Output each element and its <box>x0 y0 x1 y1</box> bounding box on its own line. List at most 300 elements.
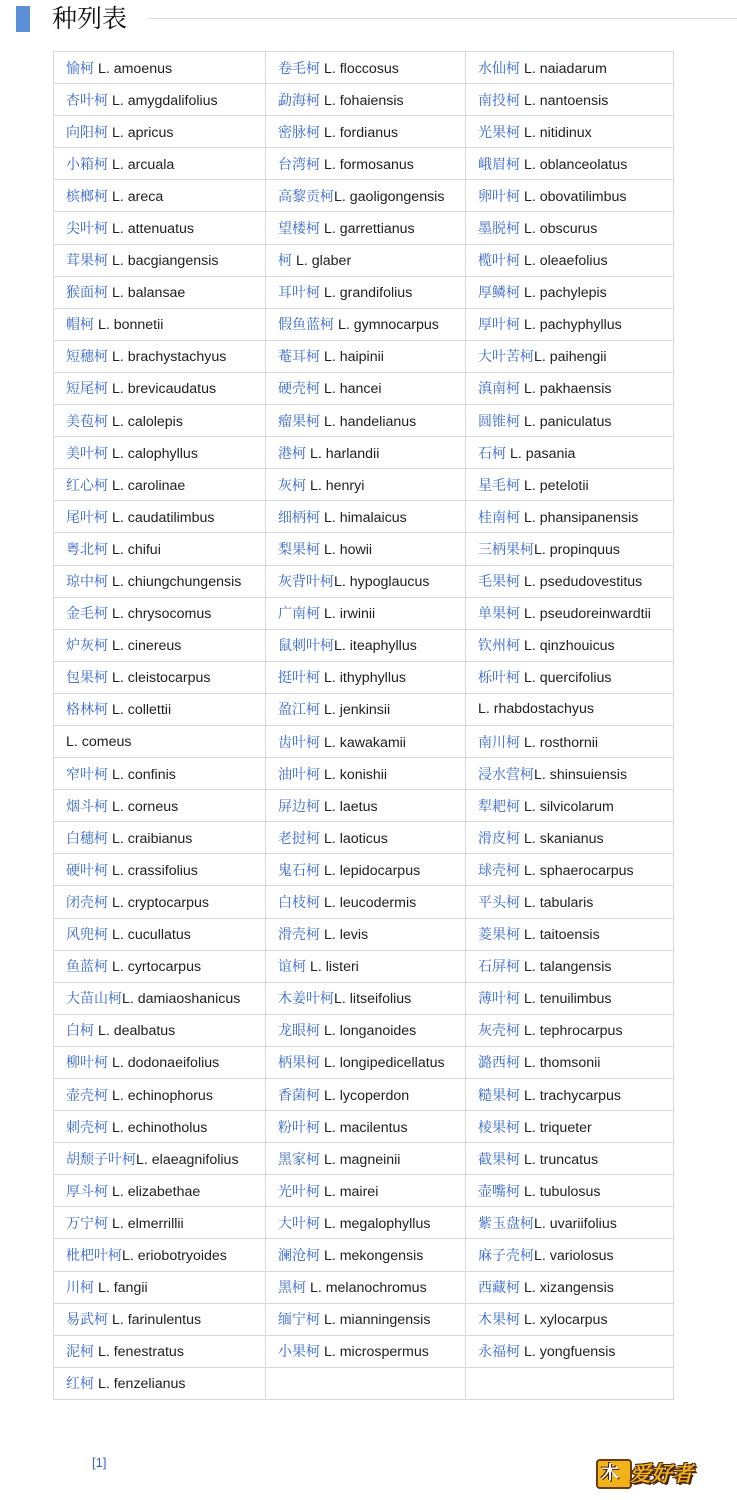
species-chinese-name-link[interactable]: 鬼石柯 <box>278 862 320 879</box>
species-chinese-name-link[interactable]: 向阳柯 <box>66 124 108 141</box>
table-row <box>54 469 674 501</box>
section-header <box>0 0 737 40</box>
species-cell <box>266 1079 466 1111</box>
species-cell <box>54 822 266 854</box>
species-chinese-name-link[interactable]: 南投柯 <box>478 92 520 109</box>
species-chinese-name-link[interactable]: 香菌柯 <box>278 1087 320 1104</box>
species-latin-name: L. konishii <box>323 766 388 783</box>
species-chinese-name-link[interactable]: 短尾柯 <box>66 381 108 398</box>
species-latin-name: L. elmerrillii <box>111 1215 184 1232</box>
species-latin-name: L. fordianus <box>323 124 399 141</box>
species-chinese-name-link[interactable]: 龙眼柯 <box>278 1023 320 1040</box>
species-cell <box>54 565 266 597</box>
table-row <box>54 1303 674 1335</box>
species-cell <box>54 405 266 437</box>
species-chinese-name-link[interactable]: 格林柯 <box>66 702 108 719</box>
species-chinese-name-link[interactable]: 齿叶柯 <box>278 734 320 751</box>
species-chinese-name-link[interactable]: 港柯 <box>278 445 306 462</box>
species-chinese-name-link[interactable]: 耳叶柯 <box>278 285 320 302</box>
species-cell <box>466 854 674 886</box>
species-cell <box>54 597 266 629</box>
species-cell <box>54 469 266 501</box>
species-latin-name: L. paihengii <box>534 349 607 366</box>
section-accent-bar <box>16 6 30 32</box>
species-chinese-name-link[interactable]: 白柯 <box>66 1023 94 1040</box>
species-chinese-name-link[interactable]: 厚叶柯 <box>478 317 520 334</box>
species-latin-name: L. litseifolius <box>334 991 412 1008</box>
species-chinese-name-link[interactable]: 包果柯 <box>66 670 108 687</box>
species-latin-name: L. microspermus <box>323 1344 429 1361</box>
species-cell <box>466 661 674 693</box>
species-cell <box>266 758 466 790</box>
species-latin-name: L. listeri <box>309 959 359 976</box>
species-chinese-name-link[interactable]: 壶嘴柯 <box>478 1183 520 1200</box>
species-cell <box>54 918 266 950</box>
species-latin-name: L. bonnetii <box>97 317 164 334</box>
species-chinese-name-link[interactable]: 单果柯 <box>478 606 520 623</box>
species-latin-name: L. harlandii <box>309 445 380 462</box>
species-latin-name: L. lycoperdon <box>323 1087 410 1104</box>
species-chinese-name-link[interactable]: 油叶柯 <box>278 766 320 783</box>
species-latin-name: L. garrettianus <box>323 221 415 238</box>
species-chinese-name-link[interactable]: 光叶柯 <box>278 1183 320 1200</box>
species-latin-name: L. oblanceolatus <box>523 156 628 173</box>
species-latin-name: L. farinulentus <box>111 1312 202 1329</box>
species-latin-name: L. cyrtocarpus <box>111 959 202 976</box>
species-chinese-name-link[interactable]: 栎叶柯 <box>478 670 520 687</box>
species-cell <box>54 1271 266 1303</box>
species-chinese-name-link[interactable]: 柳叶柯 <box>66 1055 108 1072</box>
table-row <box>54 308 674 340</box>
species-latin-name: L. taitoensis <box>523 927 600 944</box>
species-chinese-name-link[interactable]: 美叶柯 <box>66 445 108 462</box>
species-latin-name: L. formosanus <box>323 156 414 173</box>
species-cell <box>266 1367 466 1399</box>
table-row <box>54 340 674 372</box>
species-latin-name: L. haipinii <box>323 349 384 366</box>
species-cell <box>266 790 466 822</box>
species-cell <box>54 276 266 308</box>
species-latin-name: L. amoenus <box>97 60 173 77</box>
species-latin-name: L. dodonaeifolius <box>111 1055 220 1072</box>
species-chinese-name-link[interactable]: 泥柯 <box>66 1344 94 1361</box>
species-latin-name: L. phansipanensis <box>523 509 639 526</box>
species-cell <box>54 1239 266 1271</box>
species-cell <box>266 116 466 148</box>
species-cell <box>54 629 266 661</box>
table-row <box>54 982 674 1014</box>
species-chinese-name-link[interactable]: 鼠刺叶柯 <box>278 638 334 655</box>
species-cell <box>54 212 266 244</box>
species-latin-name: L. rosthornii <box>523 734 599 751</box>
species-cell <box>54 148 266 180</box>
species-chinese-name-link[interactable]: 金毛柯 <box>66 606 108 623</box>
species-latin-name: L. chiungchungensis <box>111 574 242 591</box>
species-cell <box>54 661 266 693</box>
species-chinese-name-link[interactable]: 永福柯 <box>478 1344 520 1361</box>
species-cell <box>54 244 266 276</box>
species-cell <box>54 501 266 533</box>
species-cell <box>266 725 466 757</box>
table-row <box>54 372 674 404</box>
species-chinese-name-link[interactable]: 红柯 <box>66 1376 94 1393</box>
species-chinese-name-link[interactable]: 潞西柯 <box>478 1055 520 1072</box>
table-row <box>54 212 674 244</box>
species-chinese-name-link[interactable]: 缅宁柯 <box>278 1312 320 1329</box>
species-chinese-name-link[interactable]: 灰背叶柯 <box>278 574 334 591</box>
species-chinese-name-link[interactable]: 毛果柯 <box>478 574 520 591</box>
species-chinese-name-link[interactable]: 硬叶柯 <box>66 862 108 879</box>
species-cell <box>54 1111 266 1143</box>
species-chinese-name-link[interactable]: 易武柯 <box>66 1312 108 1329</box>
table-row <box>54 84 674 116</box>
table-row <box>54 565 674 597</box>
species-chinese-name-link[interactable]: 三柄果柯 <box>478 541 534 558</box>
species-chinese-name-link[interactable]: 小箱柯 <box>66 156 108 173</box>
species-chinese-name-link[interactable]: 短穗柯 <box>66 349 108 366</box>
species-latin-name: L. attenuatus <box>111 221 194 238</box>
species-latin-name: L. gymnocarpus <box>337 317 439 334</box>
species-cell <box>266 180 466 212</box>
species-chinese-name-link[interactable]: 星毛柯 <box>478 477 520 494</box>
reference-link[interactable]: [1] <box>92 1455 107 1470</box>
species-chinese-name-link[interactable]: 卷毛柯 <box>278 60 320 77</box>
table-row <box>54 276 674 308</box>
species-latin-name: L. tubulosus <box>523 1183 601 1200</box>
species-chinese-name-link[interactable]: 高黎贡柯 <box>278 188 334 205</box>
species-cell <box>266 918 466 950</box>
species-chinese-name-link[interactable]: 滑皮柯 <box>478 830 520 847</box>
species-cell <box>266 1271 466 1303</box>
species-cell <box>466 244 674 276</box>
species-latin-name: L. triqueter <box>523 1119 592 1136</box>
species-latin-name: L. talangensis <box>523 959 612 976</box>
species-chinese-name-link[interactable]: 薄叶柯 <box>478 991 520 1008</box>
table-row <box>54 725 674 757</box>
species-cell <box>54 1014 266 1046</box>
species-chinese-name-link[interactable]: 愉柯 <box>66 60 94 77</box>
species-cell <box>266 52 466 84</box>
species-latin-name: L. hancei <box>323 381 382 398</box>
species-chinese-name-link[interactable]: 美苞柯 <box>66 413 108 430</box>
table-row <box>54 1335 674 1367</box>
table-row <box>54 661 674 693</box>
species-chinese-name-link[interactable]: 瘤果柯 <box>278 413 320 430</box>
species-chinese-name-link[interactable]: 菴耳柯 <box>278 349 320 366</box>
species-latin-name: L. tenuilimbus <box>523 991 612 1008</box>
species-latin-name: L. uvariifolius <box>534 1215 617 1232</box>
species-latin-name: L. fangii <box>97 1280 148 1297</box>
species-cell <box>266 822 466 854</box>
species-latin-name: L. jenkinsii <box>323 702 391 719</box>
table-row <box>54 950 674 982</box>
species-chinese-name-link[interactable]: 壶壳柯 <box>66 1087 108 1104</box>
species-chinese-name-link[interactable]: 灰柯 <box>278 477 306 494</box>
species-chinese-name-link[interactable]: 川柯 <box>66 1280 94 1297</box>
species-chinese-name-link[interactable]: 墨脱柯 <box>478 221 520 238</box>
species-latin-name: L. carolinae <box>111 477 186 494</box>
species-latin-name: L. calolepis <box>111 413 183 430</box>
species-cell <box>54 1367 266 1399</box>
species-latin-name: L. nitidinux <box>523 124 592 141</box>
species-chinese-name-link[interactable]: 老挝柯 <box>278 830 320 847</box>
species-chinese-name-link[interactable]: 刺壳柯 <box>66 1119 108 1136</box>
species-latin-name: L. brachystachyus <box>111 349 227 366</box>
species-cell <box>54 1303 266 1335</box>
species-chinese-name-link[interactable]: 木姜叶柯 <box>278 991 334 1008</box>
table-row <box>54 597 674 629</box>
species-chinese-name-link[interactable]: 木果柯 <box>478 1312 520 1329</box>
species-chinese-name-link[interactable]: 石柯 <box>478 445 506 462</box>
species-chinese-name-link[interactable]: 黑柯 <box>278 1280 306 1297</box>
species-latin-name: L. amygdalifolius <box>111 92 218 109</box>
species-chinese-name-link[interactable]: 屏边柯 <box>278 798 320 815</box>
species-chinese-name-link[interactable]: 烟斗柯 <box>66 798 108 815</box>
species-chinese-name-link[interactable]: 万宁柯 <box>66 1215 108 1232</box>
species-chinese-name-link[interactable]: 卵叶柯 <box>478 188 520 205</box>
species-cell <box>466 1143 674 1175</box>
species-cell <box>466 886 674 918</box>
species-chinese-name-link[interactable]: 滇南柯 <box>478 381 520 398</box>
species-latin-name: L. thomsonii <box>523 1055 601 1072</box>
species-chinese-name-link[interactable]: 大苗山柯 <box>66 991 122 1008</box>
species-chinese-name-link[interactable]: 截果柯 <box>478 1151 520 1168</box>
species-chinese-name-link[interactable]: 犁耙柯 <box>478 798 520 815</box>
species-chinese-name-link[interactable]: 细柄柯 <box>278 509 320 526</box>
species-chinese-name-link[interactable]: 风兜柯 <box>66 927 108 944</box>
table-row <box>54 758 674 790</box>
species-cell <box>54 52 266 84</box>
species-cell <box>266 469 466 501</box>
species-cell <box>266 661 466 693</box>
species-chinese-name-link[interactable]: 梨果柯 <box>278 541 320 558</box>
species-chinese-name-link[interactable]: 棱果柯 <box>478 1119 520 1136</box>
species-chinese-name-link[interactable]: 茸果柯 <box>66 253 108 270</box>
species-chinese-name-link[interactable]: 黑家柯 <box>278 1151 320 1168</box>
species-latin-name: L. nantoensis <box>523 92 609 109</box>
species-cell <box>266 1046 466 1078</box>
species-chinese-name-link[interactable]: 杏叶柯 <box>66 92 108 109</box>
species-chinese-name-link[interactable]: 水仙柯 <box>478 60 520 77</box>
species-cell <box>466 790 674 822</box>
species-chinese-name-link[interactable]: 滑壳柯 <box>278 927 320 944</box>
species-chinese-name-link[interactable]: 菱果柯 <box>478 927 520 944</box>
table-row <box>54 693 674 725</box>
species-chinese-name-link[interactable]: 钦州柯 <box>478 638 520 655</box>
species-cell <box>466 597 674 629</box>
species-cell <box>266 629 466 661</box>
species-cell <box>54 533 266 565</box>
species-chinese-name-link[interactable]: 厚鳞柯 <box>478 285 520 302</box>
table-row <box>54 629 674 661</box>
species-cell <box>54 758 266 790</box>
species-latin-name: L. elizabethae <box>111 1183 201 1200</box>
logo-text: 爱好者 <box>630 1462 693 1486</box>
species-chinese-name-link[interactable]: 挺叶柯 <box>278 670 320 687</box>
species-chinese-name-link[interactable]: 西藏柯 <box>478 1280 520 1297</box>
species-chinese-name-link[interactable]: 糙果柯 <box>478 1087 520 1104</box>
species-chinese-name-link[interactable]: 平头柯 <box>478 894 520 911</box>
table-row <box>54 1175 674 1207</box>
species-chinese-name-link[interactable]: 望楼柯 <box>278 221 320 238</box>
species-cell <box>466 308 674 340</box>
species-latin-name: L. melanochromus <box>309 1280 427 1297</box>
species-table-body <box>54 52 674 1400</box>
table-row <box>54 437 674 469</box>
species-cell <box>466 84 674 116</box>
species-chinese-name-link[interactable]: 峨眉柯 <box>478 156 520 173</box>
species-latin-name: L. qinzhouicus <box>523 638 615 655</box>
species-cell <box>466 405 674 437</box>
species-cell <box>466 758 674 790</box>
species-cell <box>466 1239 674 1271</box>
species-chinese-name-link[interactable]: 广南柯 <box>278 606 320 623</box>
species-cell <box>266 533 466 565</box>
species-cell <box>466 565 674 597</box>
species-chinese-name-link[interactable]: 假鱼蓝柯 <box>278 317 334 334</box>
species-chinese-name-link[interactable]: 粤北柯 <box>66 541 108 558</box>
species-cell <box>266 1207 466 1239</box>
species-chinese-name-link[interactable]: 炉灰柯 <box>66 638 108 655</box>
species-latin-name: L. trachycarpus <box>523 1087 621 1104</box>
species-latin-name: L. variolosus <box>534 1248 614 1265</box>
species-chinese-name-link[interactable]: 窄叶柯 <box>66 766 108 783</box>
species-latin-name: L. xylocarpus <box>523 1312 608 1329</box>
species-latin-name: L. quercifolius <box>523 670 612 687</box>
species-chinese-name-link[interactable]: 尾叶柯 <box>66 509 108 526</box>
species-chinese-name-link[interactable]: 鱼蓝柯 <box>66 959 108 976</box>
species-cell <box>266 854 466 886</box>
species-chinese-name-link[interactable]: 谊柯 <box>278 959 306 976</box>
species-cell <box>266 982 466 1014</box>
species-cell <box>54 308 266 340</box>
species-chinese-name-link[interactable]: 桂南柯 <box>478 509 520 526</box>
species-cell <box>266 84 466 116</box>
species-latin-name: L. handelianus <box>323 413 417 430</box>
species-chinese-name-link[interactable]: 帽柯 <box>66 317 94 334</box>
species-latin-name: L. chifui <box>111 541 161 558</box>
species-latin-name: L. comeus <box>66 733 132 750</box>
species-latin-name: L. corneus <box>111 798 179 815</box>
species-latin-name: L. sphaerocarpus <box>523 862 634 879</box>
species-cell <box>266 501 466 533</box>
table-row <box>54 854 674 886</box>
species-cell <box>266 1239 466 1271</box>
species-chinese-name-link[interactable]: 光果柯 <box>478 124 520 141</box>
species-chinese-name-link[interactable]: 白枝柯 <box>278 894 320 911</box>
species-cell <box>466 52 674 84</box>
species-latin-name: L. confinis <box>111 766 176 783</box>
species-chinese-name-link[interactable]: 闭壳柯 <box>66 894 108 911</box>
species-chinese-name-link[interactable]: 台湾柯 <box>278 156 320 173</box>
species-cell <box>466 725 674 757</box>
species-latin-name: L. howii <box>323 541 373 558</box>
species-latin-name: L. petelotii <box>523 477 589 494</box>
species-chinese-name-link[interactable]: 榄叶柯 <box>478 253 520 270</box>
species-chinese-name-link[interactable]: 白穗柯 <box>66 830 108 847</box>
species-cell <box>266 597 466 629</box>
species-cell <box>54 854 266 886</box>
species-cell <box>466 501 674 533</box>
species-chinese-name-link[interactable]: 胡颓子叶柯 <box>66 1151 136 1168</box>
species-chinese-name-link[interactable]: 琼中柯 <box>66 574 108 591</box>
species-cell <box>466 437 674 469</box>
species-cell <box>54 950 266 982</box>
species-chinese-name-link[interactable]: 密脉柯 <box>278 124 320 141</box>
species-latin-name: L. crassifolius <box>111 862 198 879</box>
species-cell <box>466 629 674 661</box>
species-chinese-name-link[interactable]: 槟榔柯 <box>66 188 108 205</box>
species-cell <box>266 405 466 437</box>
table-row <box>54 244 674 276</box>
species-latin-name: L. pachyphyllus <box>523 317 622 334</box>
species-chinese-name-link[interactable]: 圆锥柯 <box>478 413 520 430</box>
species-latin-name: L. areca <box>111 188 164 205</box>
species-latin-name: L. cryptocarpus <box>111 894 209 911</box>
species-cell <box>54 725 266 757</box>
species-chinese-name-link[interactable]: 浸水营柯 <box>478 766 534 783</box>
table-row <box>54 822 674 854</box>
species-chinese-name-link[interactable]: 南川柯 <box>478 734 520 751</box>
species-cell <box>266 244 466 276</box>
species-chinese-name-link[interactable]: 柯 <box>278 253 292 270</box>
species-latin-name: L. arcuala <box>111 156 175 173</box>
species-latin-name: L. macilentus <box>323 1119 408 1136</box>
species-cell <box>466 340 674 372</box>
section-title: 种列表 <box>52 4 128 33</box>
species-cell <box>466 1046 674 1078</box>
species-latin-name: L. xizangensis <box>523 1280 614 1297</box>
table-row <box>54 1207 674 1239</box>
species-chinese-name-link[interactable]: 澜沧柯 <box>278 1248 320 1265</box>
species-cell <box>466 372 674 404</box>
species-latin-name: L. tephrocarpus <box>523 1023 623 1040</box>
species-chinese-name-link[interactable]: 大叶柯 <box>278 1215 320 1232</box>
species-chinese-name-link[interactable]: 紫玉盘柯 <box>478 1215 534 1232</box>
species-latin-name: L. damiaoshanicus <box>122 991 241 1008</box>
species-cell <box>54 437 266 469</box>
species-chinese-name-link[interactable]: 硬壳柯 <box>278 381 320 398</box>
species-latin-name: L. echinophorus <box>111 1087 213 1104</box>
species-chinese-name-link[interactable]: 盈江柯 <box>278 702 320 719</box>
species-latin-name: L. truncatus <box>523 1151 599 1168</box>
species-cell <box>266 437 466 469</box>
species-chinese-name-link[interactable]: 粉叶柯 <box>278 1119 320 1136</box>
species-chinese-name-link[interactable]: 柄果柯 <box>278 1055 320 1072</box>
species-chinese-name-link[interactable]: 麻子壳柯 <box>478 1248 534 1265</box>
species-latin-name: L. magneinii <box>323 1151 401 1168</box>
species-chinese-name-link[interactable]: 大叶苦柯 <box>478 349 534 366</box>
species-chinese-name-link[interactable]: 小果柯 <box>278 1344 320 1361</box>
species-latin-name: L. skanianus <box>523 830 604 847</box>
species-latin-name: L. floccosus <box>323 60 399 77</box>
species-chinese-name-link[interactable]: 石屏柯 <box>478 959 520 976</box>
species-chinese-name-link[interactable]: 厚斗柯 <box>66 1183 108 1200</box>
species-latin-name: L. longanoides <box>323 1023 417 1040</box>
species-cell <box>466 180 674 212</box>
species-chinese-name-link[interactable]: 球壳柯 <box>478 862 520 879</box>
species-chinese-name-link[interactable]: 勐海柯 <box>278 92 320 109</box>
species-latin-name: L. mianningensis <box>323 1312 431 1329</box>
species-latin-name: L. oleaefolius <box>523 253 608 270</box>
species-latin-name: L. silvicolarum <box>523 798 614 815</box>
species-chinese-name-link[interactable]: 枇杷叶柯 <box>66 1248 122 1265</box>
species-chinese-name-link[interactable]: 猴面柯 <box>66 285 108 302</box>
species-chinese-name-link[interactable]: 红心柯 <box>66 477 108 494</box>
species-cell <box>466 276 674 308</box>
species-chinese-name-link[interactable]: 灰壳柯 <box>478 1023 520 1040</box>
species-chinese-name-link[interactable]: 尖叶柯 <box>66 221 108 238</box>
